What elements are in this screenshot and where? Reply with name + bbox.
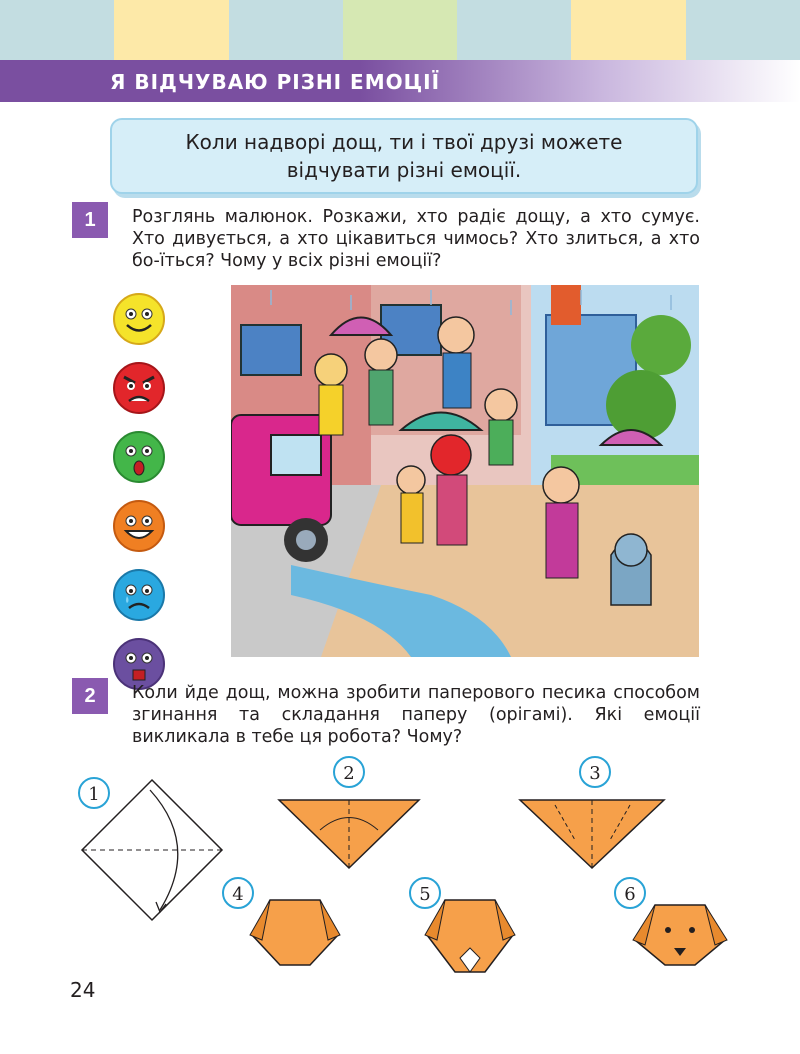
strip-block xyxy=(0,0,114,60)
page-title: Я ВІДЧУВАЮ РІЗНІ ЕМОЦІЇ xyxy=(110,70,441,94)
task-1-number: 1 xyxy=(72,202,108,238)
top-color-strip xyxy=(0,0,800,60)
origami-step-3 xyxy=(520,757,664,868)
strip-block xyxy=(457,0,571,60)
task-2-number: 2 xyxy=(72,678,108,714)
origami-step-6 xyxy=(615,878,727,965)
step-number-label: 4 xyxy=(232,884,244,905)
rainy-street-illustration xyxy=(231,285,699,657)
angry-face-icon xyxy=(112,361,166,415)
strip-block xyxy=(571,0,685,60)
emotion-faces-column xyxy=(112,292,172,706)
sad-face-icon xyxy=(112,568,166,622)
origami-steps-diagram xyxy=(0,750,800,980)
origami-step-4 xyxy=(223,878,340,965)
strip-block xyxy=(229,0,343,60)
origami-step-1 xyxy=(79,778,222,920)
info-box-text: Коли надворі дощ, ти і твої друзі можете відчувати різні емоції. xyxy=(185,130,623,182)
happy-face-icon xyxy=(112,292,166,346)
step-number-label: 1 xyxy=(88,784,100,805)
origami-step-5 xyxy=(410,878,515,972)
strip-block xyxy=(343,0,457,60)
strip-block xyxy=(114,0,228,60)
page-number: 24 xyxy=(70,978,96,1002)
info-box xyxy=(110,118,698,194)
strip-block xyxy=(686,0,800,60)
step-number-label: 3 xyxy=(589,763,601,784)
task-1-text: Розглянь малюнок. Розкажи, хто радіє дощу, а хто сумує. Хто дивується, а хто цікавиться чимось? Хто злиться, а хто бо-їться? Чому у всіх різні емоції? xyxy=(132,207,700,271)
origami-step-2 xyxy=(279,757,419,868)
smiling-face-icon xyxy=(112,499,166,553)
step-number-label: 6 xyxy=(624,884,636,905)
task-2-text: Коли йде дощ, можна зробити паперового песика способом згинання та складання паперу (орігамі). Які емоції викликала в тебе ця робота? Чому? xyxy=(132,683,700,747)
surprised-face-icon xyxy=(112,430,166,484)
step-number-label: 2 xyxy=(343,763,355,784)
step-number-label: 5 xyxy=(419,884,431,905)
